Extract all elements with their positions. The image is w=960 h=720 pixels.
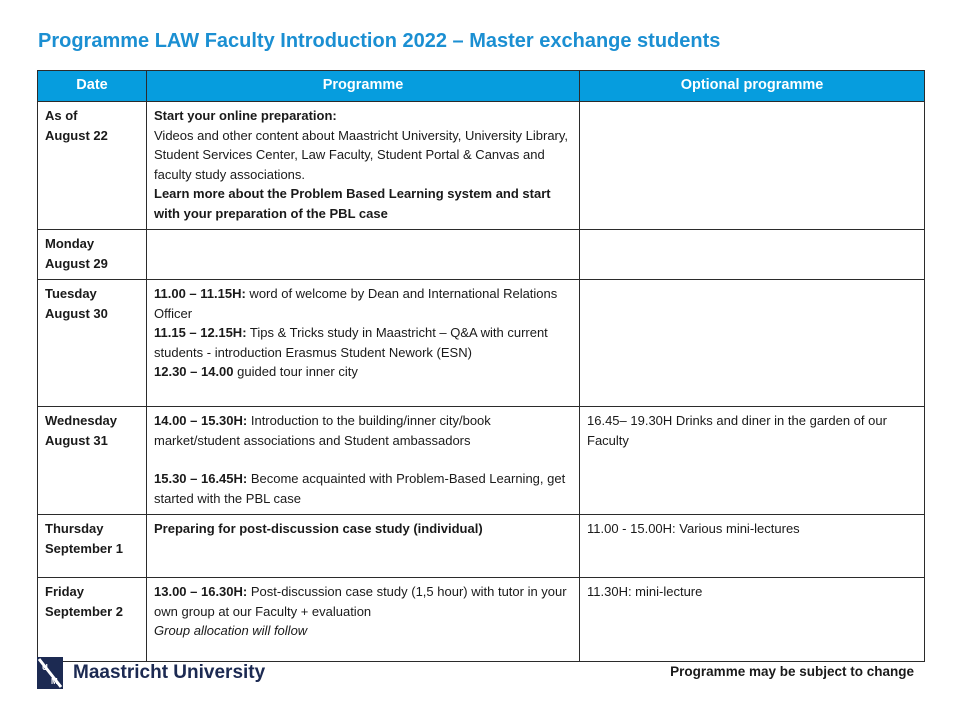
programme-item [154, 184, 572, 223]
programme-item [154, 519, 572, 539]
date-cell [38, 280, 147, 407]
optional-programme-cell: 11.00 - 15.00H: Various mini-lectures [580, 515, 925, 578]
programme-item [154, 469, 572, 508]
programme-item [154, 284, 572, 323]
date-line: August 22 [45, 127, 108, 143]
table-row [38, 515, 925, 578]
programme-item-label: 12.30 – 14.00 [154, 364, 234, 379]
programme-table [37, 70, 925, 662]
programme-item-text: Videos and other content about Maastricht University, University Library, Student Services Center, Law Faculty, Student Portal & Canvas and faculty study associations. [154, 127, 569, 182]
programme-item-text: word of welcome by Dean and International Relations Officer [154, 286, 558, 321]
date-cell [38, 230, 147, 280]
optional-programme-cell: 16.45– 19.30H Drinks and diner in the garden of our Faculty [580, 407, 925, 515]
programme-cell [147, 230, 580, 280]
programme-item [154, 126, 572, 185]
maastricht-university-logo [37, 657, 265, 689]
date-line: As of [45, 108, 78, 123]
programme-item [154, 362, 572, 382]
date-line: Monday [45, 236, 95, 251]
table-row [38, 280, 925, 407]
programme-item-label: 11.15 – 12.15H: [154, 325, 247, 340]
svg-text:U: U [42, 663, 48, 672]
date-line: Friday [45, 584, 85, 599]
programme-cell [147, 407, 580, 515]
table-row [38, 578, 925, 662]
programme-item [154, 411, 572, 450]
programme-item [154, 106, 572, 126]
optional-programme-cell [580, 280, 925, 407]
optional-programme-cell: 11.30H: mini-lecture [580, 578, 925, 662]
logo-text: Maastricht University [73, 662, 266, 683]
programme-item-label: 15.30 – 16.45H: [154, 471, 248, 486]
programme-item-label: Preparing for post-discussion case study (individual) [154, 521, 483, 536]
programme-item-text: Tips & Tricks study in Maastricht – Q&A with current students - introduction Erasmus Student Nework (ESN) [154, 325, 548, 360]
table-row [38, 407, 925, 515]
date-line: August 31 [45, 432, 108, 448]
optional-programme-cell [580, 102, 925, 230]
date-cell [38, 407, 147, 515]
table-header-row [38, 71, 925, 102]
programme-item-label: Learn more about the Problem Based Learning system and start with your preparation of the PBL case [154, 186, 551, 221]
page-title: Programme LAW Faculty Introduction 2022 – Master exchange students [38, 30, 721, 52]
programme-item-label: 14.00 – 15.30H: [154, 413, 248, 428]
date-line: Wednesday [45, 413, 118, 428]
header-programme: Programme [147, 71, 580, 102]
programme-item-label: 11.00 – 11.15H: [154, 286, 246, 301]
date-line: August 30 [45, 305, 108, 321]
date-line: Thursday [45, 521, 104, 536]
um-logo-icon [37, 657, 63, 689]
svg-text:M: M [51, 677, 58, 686]
date-cell [38, 102, 147, 230]
footer-note: Programme may be subject to change [670, 664, 914, 679]
programme-item-label: 13.00 – 16.30H: [154, 584, 248, 599]
programme-cell [147, 102, 580, 230]
programme-item-text: Become acquainted with Problem-Based Learning, get started with the PBL case [154, 471, 566, 506]
programme-item-text: guided tour inner city [233, 364, 358, 379]
programme-item [154, 582, 572, 621]
date-line: August 29 [45, 255, 108, 271]
header-optional-programme: Optional programme [580, 71, 925, 102]
programme-item-note: Group allocation will follow [154, 623, 308, 638]
programme-item [154, 621, 572, 641]
table-row [38, 102, 925, 230]
date-line: Tuesday [45, 286, 97, 301]
programme-item-text: Introduction to the building/inner city/book market/student associations and Student ambassadors [154, 413, 491, 448]
optional-programme-cell [580, 230, 925, 280]
date-cell [38, 578, 147, 662]
date-line: September 1 [45, 540, 124, 556]
date-line: September 2 [45, 603, 124, 619]
table-row [38, 230, 925, 280]
programme-item-text: Post-discussion case study (1,5 hour) with tutor in your own group at our Faculty + evaluation [154, 584, 567, 619]
date-cell [38, 515, 147, 578]
programme-cell [147, 515, 580, 578]
header-date: Date [38, 71, 147, 102]
programme-cell [147, 280, 580, 407]
spacer [154, 450, 572, 469]
programme-item-label: Start your online preparation: [154, 108, 337, 123]
programme-item [154, 323, 572, 362]
programme-cell [147, 578, 580, 662]
